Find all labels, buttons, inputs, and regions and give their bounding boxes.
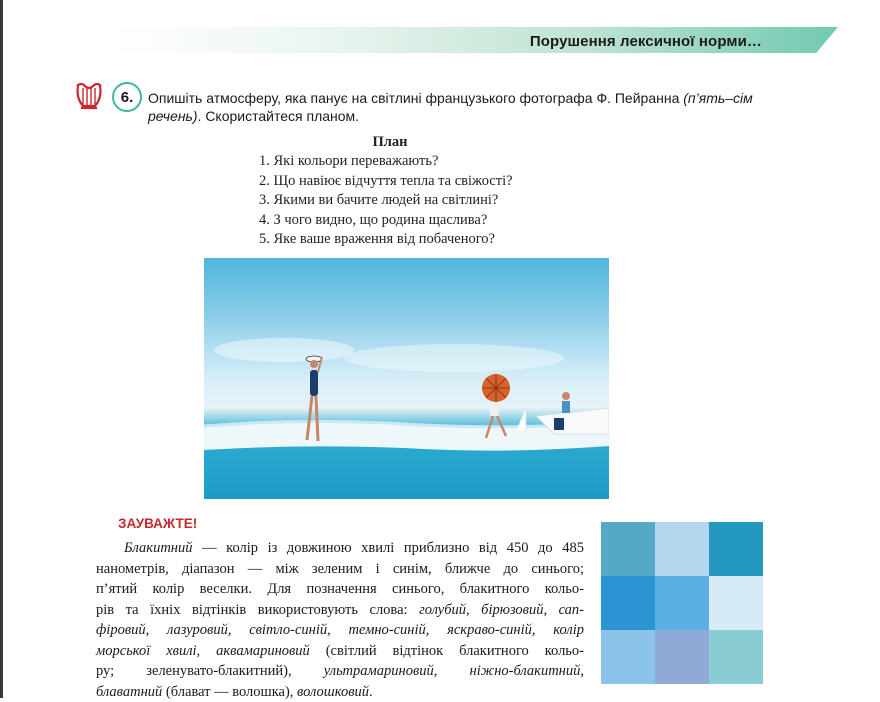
task-text-italic: (п’ять–сім речень): [148, 90, 753, 124]
color-swatch: [655, 630, 709, 684]
note-term: морської хвилі, аквамариновий: [96, 643, 310, 659]
note-term: волошковий: [297, 684, 369, 700]
note-line: [96, 661, 584, 682]
note-term: голубий, бірюзовий, сап-: [419, 602, 584, 618]
note-text-run: (світлий відтінок блакитного кольо-: [310, 643, 584, 659]
note-line: [96, 682, 584, 702]
note-line: [96, 600, 584, 621]
plan-heading: План: [340, 134, 440, 151]
harp-icon: [73, 80, 105, 112]
note-text-run: (блават — волошка),: [162, 684, 297, 700]
plan-item: 3. Якими ви бачите людей на світлині?: [259, 191, 513, 211]
color-swatch: [709, 576, 763, 630]
task-number-badge: 6.: [112, 82, 142, 112]
plan-item: 2. Що навіює відчуття тепла та свіжості?: [259, 172, 513, 192]
task-text-main: Опишіть атмосферу, яка панує на світлині французького фотографа Ф. Пейранна: [148, 90, 683, 106]
color-swatch: [709, 630, 763, 684]
note-text-run: п’ятий колір веселки. Для позначення синього, блакитного кольо-: [96, 581, 584, 597]
plan-item: 5. Яке ваше враження від побаченого?: [259, 230, 513, 250]
note-line: [96, 579, 584, 600]
plan-item: 1. Які кольори переважають?: [259, 152, 513, 172]
beach-photo-illustration: [204, 258, 609, 499]
note-title: ЗАУВАЖТЕ!: [118, 516, 197, 531]
note-text-run: ру; зеленувато-блакитний),: [96, 663, 324, 679]
note-line: [96, 538, 584, 559]
note-term: фіровий, лазуровий, світло-синій, темно-синій, яскраво-синій, колір: [96, 622, 584, 638]
note-paragraph: [96, 538, 584, 702]
note-text-run: .: [369, 684, 373, 700]
note-term: блаватний: [96, 684, 162, 700]
plan-list: [259, 152, 513, 250]
page-header-title: Порушення лексичної норми…: [530, 33, 762, 50]
note-text-run: — колір із довжиною хвилі приблизно від 450 до 485: [193, 540, 585, 556]
sailboat: [516, 408, 526, 433]
color-swatch: [601, 576, 655, 630]
task-instruction: [148, 89, 768, 125]
color-swatch-grid: [601, 522, 763, 684]
note-text-run: рів та їхніх відтінків використовують слова:: [96, 602, 419, 618]
beach-photo: [204, 258, 609, 499]
color-swatch: [601, 522, 655, 576]
plan-item: 4. З чого видно, що родина щаслива?: [259, 211, 513, 231]
color-swatch: [601, 630, 655, 684]
note-term: Блакитний: [124, 540, 193, 556]
color-swatch: [709, 522, 763, 576]
note-term: ультрамариновий, ніжно-блакитний,: [324, 663, 584, 679]
note-line: [96, 641, 584, 662]
note-line: [96, 620, 584, 641]
color-swatch: [655, 576, 709, 630]
note-text-run: нанометрів, діапазон — між зеленим і синім, ближче до синього;: [96, 561, 584, 577]
page-left-rule: [0, 0, 3, 698]
task-text-end: . Скористайтеся планом.: [198, 108, 360, 124]
note-line: [96, 559, 584, 580]
color-swatch: [655, 522, 709, 576]
